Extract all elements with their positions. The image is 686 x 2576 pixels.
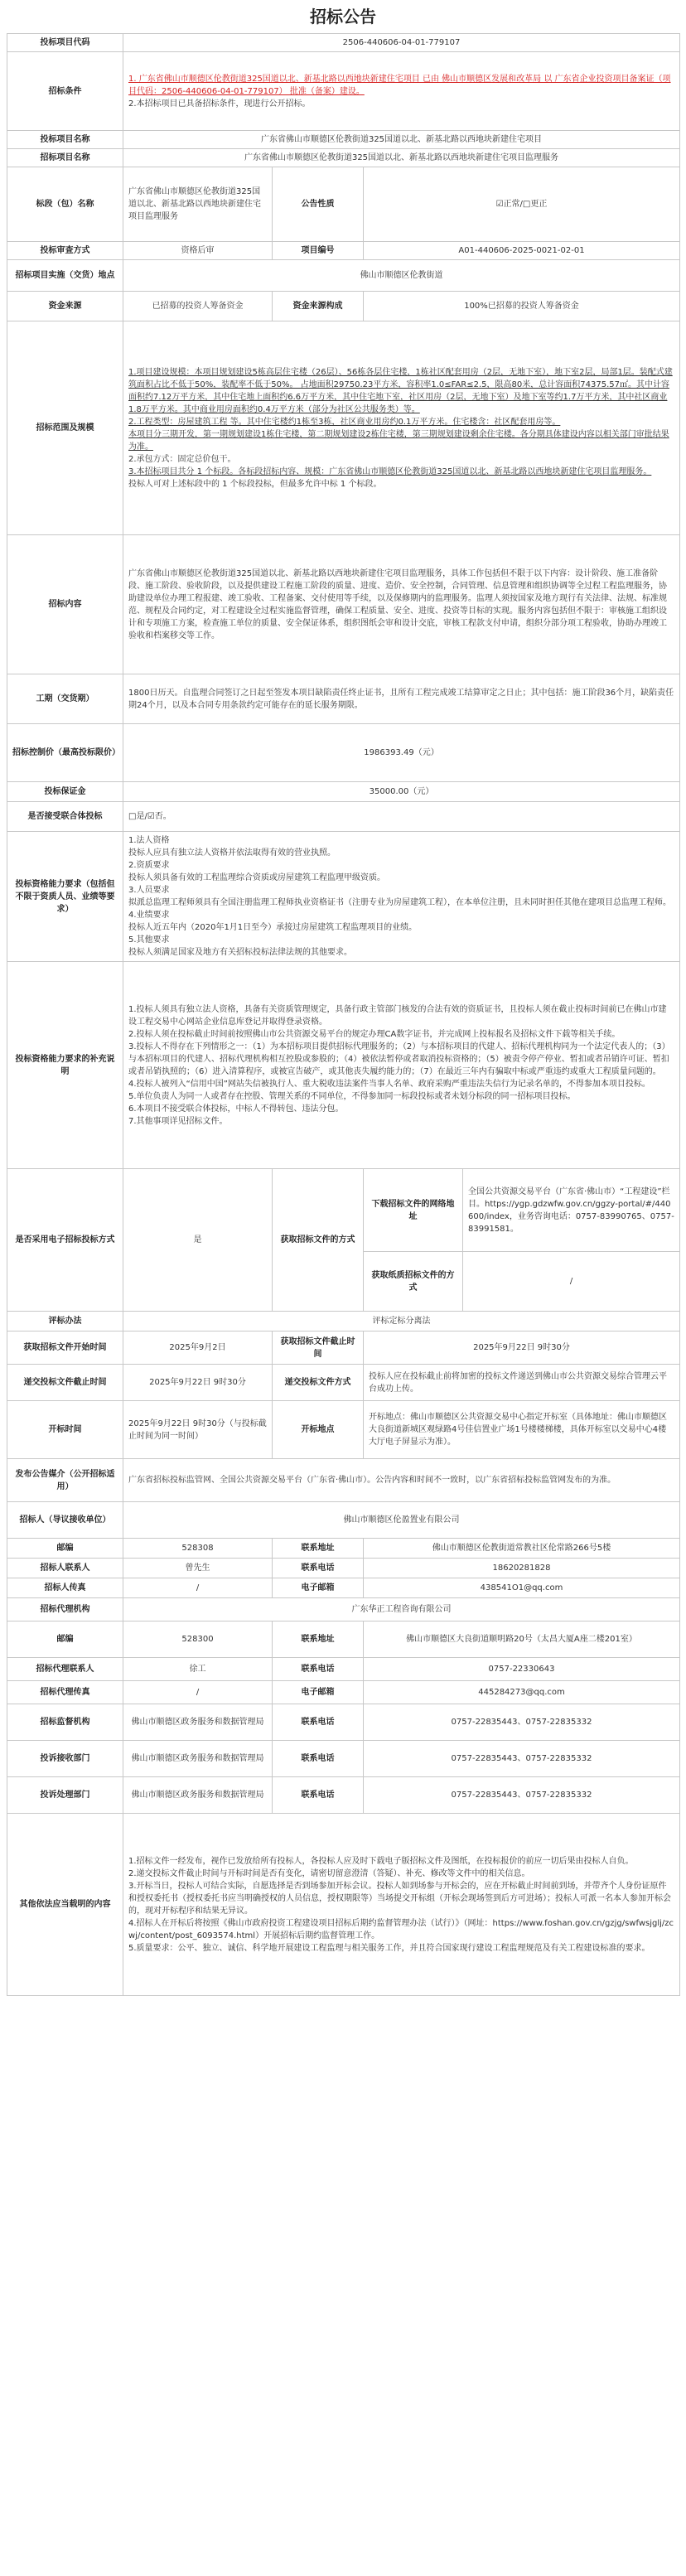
row-content (7, 535, 680, 674)
page-title: 招标公告 (310, 7, 376, 27)
paper-label: 获取纸质招标文件的方式 (364, 1252, 463, 1312)
row-bid-conditions (7, 52, 680, 131)
download-value[interactable] (463, 1169, 680, 1252)
funding-label: 资金来源 (7, 292, 123, 321)
evaluation-label: 评标办法 (7, 1312, 123, 1331)
agency-fax-label: 招标代理传真 (7, 1681, 123, 1704)
supplement-p5: 5.单位负责人为同一人或者存在控股、管理关系的不同单位，不得参加同一标段投标或者未划分标段的同一招标项目投标。 (128, 1091, 576, 1101)
supervision-phone-label: 联系电话 (273, 1704, 364, 1741)
max-price-value: 1986393.49（元） (123, 724, 680, 782)
tenderee-postcode-label: 邮编 (7, 1539, 123, 1559)
supplement-p4: 4.投标人被列入“信用中国”网站失信被执行人、重大税收违法案件当事人名单、政府采购严重违法失信行为记录名单的，不得参加本项目投标。 (128, 1079, 650, 1089)
qualification-p3: 2.资质要求 (128, 861, 170, 870)
tenderee-address-label: 联系地址 (273, 1539, 364, 1559)
agency-address-label: 联系地址 (273, 1621, 364, 1658)
tenderee-phone-value: 18620281828 (364, 1559, 680, 1578)
agency-contact-label: 招标代理联系人 (7, 1658, 123, 1681)
opening-place-value: 开标地点：佛山市顺德区公共资源交易中心指定开标室（具体地址：佛山市顺德区大良街道新城区观绿路4号佳信置业广场1号楼楼梯楼，具体开标室以交易中心4楼大厅电子屏显示为准）。 (364, 1401, 680, 1459)
opening-place-label: 开标地点 (273, 1401, 364, 1459)
supplement-p6: 6.本项目不接受联合体投标，中标人不得转包、违法分包。 (128, 1104, 344, 1114)
agency-postcode-label: 邮编 (7, 1621, 123, 1658)
row-project-code (7, 34, 680, 52)
supplement-value (123, 962, 680, 1169)
row-tenderee (7, 1502, 680, 1539)
complaint-phone-value: 0757-22835443、0757-22835332 (364, 1777, 680, 1814)
publish-value: 广东省招标投标监管网、全国公共资源交易平台（广东省·佛山市）。公告内容和时间不一致时，以广东省招标投标监管网发布的为准。 (123, 1459, 680, 1502)
scope-p2: 2.承包方式：固定总价包干。 (128, 454, 236, 464)
bid-conditions-p1: 1. 广东省佛山市顺德区伦教街道325国道以北、新基北路以西地块新建住宅项目 已由 佛山市顺德区发展和改革局 以 广东省企业投资项目备案证（项目代码：2506-440606-04-01-779107） 批准（备案）建设。 (128, 74, 671, 96)
agency-label: 招标代理机构 (7, 1598, 123, 1621)
approval-value: 资格后审 (123, 242, 273, 260)
scope-p3: 3.本招标项目共分 1 个标段。各标段招标内容、规模：广东省佛山市顺德区伦教街道325国道以北、新基北路以西地块新建住宅项目监理服务。 (128, 466, 652, 476)
tenderee-address-value: 佛山市顺德区伦教街道常教社区伦常路266号5楼 (364, 1539, 680, 1559)
objection-label: 投诉接收部门 (7, 1741, 123, 1777)
row-approval (7, 242, 680, 260)
row-complaint (7, 1777, 680, 1814)
row-doc-time (7, 1331, 680, 1365)
submit-method-value: 投标人应在投标截止前将加密的投标文件递送到佛山市公共资源交易综合管理云平台成功上传。 (364, 1365, 680, 1401)
row-agency (7, 1598, 680, 1621)
e-bid-value: 是 (123, 1169, 273, 1312)
row-joint (7, 802, 680, 832)
tender-name-label: 招标项目名称 (7, 149, 123, 167)
get-doc-label: 获取招标文件的方式 (273, 1169, 364, 1312)
tenderee-fax-label: 招标人传真 (7, 1578, 123, 1598)
supplement-p1: 1.投标人须具有独立法人资格，具备有关资质管理规定，具备行政主管部门核发的合法有效的资质证书，且投标人须在截止投标时间前已在佛山市建设工程交易中心网站企业信息库登记并取得登录资格。 (128, 1004, 667, 1027)
row-qualification (7, 832, 680, 962)
supplement-label: 投标资格能力要求的补充说明 (7, 962, 123, 1169)
funding-source: 已招募的投资人筹备资金 (123, 292, 273, 321)
project-name-value: 广东省佛山市顺德区伦教街道325国道以北、新基北路以西地块新建住宅项目 (123, 131, 680, 149)
qualification-p9: 5.其他要求 (128, 935, 170, 945)
doc-end-value: 2025年9月22日 9时30分 (364, 1331, 680, 1365)
funding-structure-label: 资金来源构成 (273, 292, 364, 321)
opening-time-label: 开标时间 (7, 1401, 123, 1459)
qualification-p7: 4.业绩要求 (128, 911, 170, 920)
row-e-bid-download (7, 1169, 680, 1252)
e-bid-label: 是否采用电子招标投标方式 (7, 1169, 123, 1312)
section-type-label: 公告性质 (273, 167, 364, 242)
complaint-phone-label: 联系电话 (273, 1777, 364, 1814)
tenderee-value: 佛山市顺德区伦盈置业有限公司 (123, 1502, 680, 1539)
tenderee-postcode-value: 528308 (123, 1539, 273, 1559)
supervision-phone-value: 0757-22835443、0757-22835332 (364, 1704, 680, 1741)
content-label: 招标内容 (7, 535, 123, 674)
duration-value: 1800日历天。自监理合同签订之日起至签发本项目缺陷责任终止证书，且所有工程完成竣工结算审定之日止；其中包括：施工阶段36个月，缺陷责任期24个月，以及本合同专用条款约定可能存在的延长服务期限。 (123, 674, 680, 724)
qualification-p10: 投标人须满足国家及地方有关招标投标法律法规的其他要求。 (128, 948, 352, 957)
scope-value (123, 321, 680, 535)
row-agency-fax (7, 1681, 680, 1704)
supervision-value: 佛山市顺德区政务服务和数据管理局 (123, 1704, 273, 1741)
duration-label: 工期（交货期） (7, 674, 123, 724)
project-code-value: 2506-440606-04-01-779107 (123, 34, 680, 52)
supplement-p2: 2.投标人须在投标截止时间前按照佛山市公共资源交易平台的规定办理CA数字证书，并完成网上投标报名及招标文件下载等相关手续。 (128, 1029, 621, 1039)
qualification-p6: 拟派总监理工程师须具有全国注册监理工程师执业资格证书（注册专业为房屋建筑工程），在本单位注册，且未同时担任其他在建项目总监理工程师。 (128, 898, 671, 907)
objection-value: 佛山市顺德区政务服务和数据管理局 (123, 1741, 273, 1777)
agency-phone-value: 0757-22330643 (364, 1658, 680, 1681)
joint-value: □是/☑否。 (123, 802, 680, 832)
scope-p1: 1.项目建设规模：本项目规划建设5栋高层住宅楼（26层）、56栋各层住宅楼，1栋社区配套用房（2层，无地下室），地下室2层，局部1层。装配式建筑面积占比不低于50%，装配率不低于50%。 占地面积29750.23平方米，容积率1.0≤FAR≤2.5，限高80米，总计容面积74375.57㎡。其中计容面积约7.12万平方米，其中住宅地上面积约6.6万平方米，其中住宅地下室，社区用房（2层，无地下室）及地下室等约1.7万平方米，其中社区商业1.8万平方米。其中商业用房面积约0.4万平方米（部分为社区公共服务类）等。 (128, 367, 673, 414)
scope-p4: 投标人可对上述标段中的 1 个标段投标，但最多允许中标 1 个标段。 (128, 479, 382, 489)
row-scope (7, 321, 680, 535)
row-supervision (7, 1704, 680, 1741)
row-other (7, 1814, 680, 1996)
tenderee-email-label: 电子邮箱 (273, 1578, 364, 1598)
row-supplement (7, 962, 680, 1169)
qualification-value (123, 832, 680, 962)
supervision-label: 招标监督机构 (7, 1704, 123, 1741)
tenderee-contact-label: 招标人联系人 (7, 1559, 123, 1578)
agency-phone-label: 联系电话 (273, 1658, 364, 1681)
row-tenderee-fax (7, 1578, 680, 1598)
project-number-label: 项目编号 (273, 242, 364, 260)
doc-end-label: 获取招标文件截止时间 (273, 1331, 364, 1365)
supplement-p7: 7.其他事项详见招标文件。 (128, 1116, 228, 1126)
deposit-value: 35000.00（元） (123, 782, 680, 802)
row-section (7, 167, 680, 242)
objection-phone-label: 联系电话 (273, 1741, 364, 1777)
tender-name-value: 广东省佛山市顺德区伦教街道325国道以北、新基北路以西地块新建住宅项目监理服务 (123, 149, 680, 167)
section-name: 广东省佛山市顺德区伦教街道325国道以北、新基北路以西地块新建住宅项目监理服务 (123, 167, 273, 242)
row-opening (7, 1401, 680, 1459)
section-label: 标段（包）名称 (7, 167, 123, 242)
complaint-value: 佛山市顺德区政务服务和数据管理局 (123, 1777, 273, 1814)
agency-postcode-value: 528300 (123, 1621, 273, 1658)
agency-fax-value: / (123, 1681, 273, 1704)
max-price-label: 招标控制价（最高投标限价） (7, 724, 123, 782)
qualification-label: 投标资格能力要求（包括但不限于资质人员、业绩等要求） (7, 832, 123, 962)
qualification-p4: 投标人须具备有效的工程监理综合资质或房屋建筑工程监理甲级资质。 (128, 873, 385, 882)
funding-structure-value: 100%已招募的投资人筹备资金 (364, 292, 680, 321)
tenderee-label: 招标人（导议接收单位） (7, 1502, 123, 1539)
qualification-p8: 投标人近五年内（2020年1月1日至今）承接过房屋建筑工程监理项目的业绩。 (128, 923, 418, 932)
location-value: 佛山市顺德区伦教街道 (123, 260, 680, 292)
joint-label: 是否接受联合体投标 (7, 802, 123, 832)
deposit-label: 投标保证金 (7, 782, 123, 802)
agency-email-value: 445284273@qq.com (364, 1681, 680, 1704)
row-tenderee-contact (7, 1559, 680, 1578)
notice-table (7, 33, 680, 1996)
evaluation-value: 评标定标分离法 (123, 1312, 680, 1331)
tenderee-contact-value: 曾先生 (123, 1559, 273, 1578)
location-label: 招标项目实施（交货）地点 (7, 260, 123, 292)
approval-label: 投标审查方式 (7, 242, 123, 260)
row-objection (7, 1741, 680, 1777)
complaint-label: 投诉处理部门 (7, 1777, 123, 1814)
tenderee-fax-value: / (123, 1578, 273, 1598)
row-funding (7, 292, 680, 321)
row-evaluation (7, 1312, 680, 1331)
agency-email-label: 电子邮箱 (273, 1681, 364, 1704)
doc-start-label: 获取招标文件开始时间 (7, 1331, 123, 1365)
scope-label: 招标范围及规模 (7, 321, 123, 535)
agency-value: 广东华正工程咨询有限公司 (123, 1598, 680, 1621)
publish-label: 发布公告媒介（公开招标适用） (7, 1459, 123, 1502)
supplement-p3: 3.投标人不得存在下列情形之一：（1）为本招标项目提供招标代理服务的；（2）与本招标项目的代建人、招标代理机构同为一个法定代表人的；（3）与本招标项目的代建人、招标代理机构相互控股或参股的；（4）被依法暂停或者取消投标资格的；（5）被责令停产停业、暂扣或者吊销许可证、暂扣或者吊销执照的；（6）进入清算程序，或被宣告破产，或其他丧失履约能力的；（7）在最近三年内有骗取中标或严重违约或重大工程质量问题的。 (128, 1042, 670, 1076)
row-project-name (7, 131, 680, 149)
row-agency-contact (7, 1658, 680, 1681)
submit-method-label: 递交投标文件方式 (273, 1365, 364, 1401)
row-submit (7, 1365, 680, 1401)
row-agency-postcode (7, 1621, 680, 1658)
scope-p1c: 本项目分三期开发，第一期规划建设1栋住宅楼，第二期规划建设2栋住宅楼，第三期规划建设剩余住宅楼。各分期具体建设内容以相关部门审批结果为准。 (128, 429, 669, 452)
qualification-p1: 1.法人资格 (128, 836, 170, 845)
row-location (7, 260, 680, 292)
other-value: 1.招标文件一经发布，视作已发放给所有投标人，各投标人应及时下载电子版招标文件及图纸，在投标报价的前应一切后果由投标人自负。 2.递交投标文件截止时间与开标时间是否有变化，请密切留意澄清（答疑）、补充、修改等文件中的相关信息。 3.开标当日，投标人可结合实际，自愿选择是否到场参加开标会议。投标人如到场参与开标会的，应在开标截止时间前到场，并带齐个人身份证原件和授权委托书（授权委托书应当明确授权的人员信息，授权期限等）当场提交开标组（开标会现场签到后方可进场）；投标人可派一名本人参加开标会的，现对开标程序和结果无异议。 4.招标人在开标后将按照《佛山市政府投资工程建设项目招标后期约监督管理办法（试行）》（网址：https://www.foshan.gov.cn/gzjg/swfwsjglj/zcwj/content/post_6093574.html）开展招标后期约监督管理工作。 5.质量要求：公平、独立、诚信、科学地开展建设工程监理与相关服务工作，并且符合国家现行建设工程监理规范及有关工程建设标准的要求。 (123, 1814, 680, 1996)
scope-p1b: 2.工程类型：房屋建筑工程 等。其中住宅楼约1栋至3栋，社区商业用房约0.1万平方米。住宅楼含：社区配套用房等。 (128, 417, 561, 427)
qualification-p5: 3.人员要求 (128, 886, 170, 895)
qualification-p2: 投标人应具有独立法人资格并依法取得有效的营业执照。 (128, 848, 336, 858)
download-link[interactable]: 全国公共资源交易平台（广东省·佛山市）“工程建设”栏目。https://ygp.gdzwfw.gov.cn/ggzy-portal/#/440600/index，业务咨询电话：0757-83990765、0757-83991581。 (468, 1187, 674, 1234)
content-value: 广东省佛山市顺德区伦教街道325国道以北、新基北路以西地块新建住宅项目监理服务，具体工作包括但不限于以下内容：设计阶段、施工准备阶段、施工阶段、验收阶段，以及提供建设工程施工阶段的质量、进度、造价、安全控制，合同管理、信息管理和组织协调等全过程工程监理服务，协助建设单位办理工程报建、竣工验收、工程备案、交付使用等手续，以及保修期内的监理服务。监理人须按国家及地方现行有关法律、法规、标准规范、规程及合同约定，对工程建设全过程实施监督管理，确保工程质量、安全、进度、投资等目标的实现。服务内容包括但不限于：审核施工组织设计和专项施工方案，检查施工单位的质量、安全保证体系，组织图纸会审和设计交底，审核工程款支付申请，组织分部分项工程验收，协助办理竣工验收和档案移交等工作。 (123, 535, 680, 674)
project-name-label: 投标项目名称 (7, 131, 123, 149)
bid-conditions-label: 招标条件 (7, 52, 123, 131)
section-type-value: ☑正常/□更正 (364, 167, 680, 242)
row-tender-name (7, 149, 680, 167)
row-duration (7, 674, 680, 724)
submit-deadline-value: 2025年9月22日 9时30分 (123, 1365, 273, 1401)
row-tenderee-postcode (7, 1539, 680, 1559)
row-deposit (7, 782, 680, 802)
project-code-label: 投标项目代码 (7, 34, 123, 52)
other-label: 其他依法应当载明的内容 (7, 1814, 123, 1996)
opening-time-value: 2025年9月22日 9时30分（与投标截止时间为同一时间） (123, 1401, 273, 1459)
tenderee-phone-label: 联系电话 (273, 1559, 364, 1578)
submit-deadline-label: 递交投标文件截止时间 (7, 1365, 123, 1401)
doc-start-value: 2025年9月2日 (123, 1331, 273, 1365)
bid-conditions-p2: 2.本招标项目已具备招标条件，现进行公开招标。 (128, 99, 311, 109)
agency-address-value: 佛山市顺德区大良街道顺明路20号（太昌大厦A座二楼201室） (364, 1621, 680, 1658)
agency-contact-value: 徐工 (123, 1658, 273, 1681)
row-max-price (7, 724, 680, 782)
bid-conditions-value (123, 52, 680, 131)
paper-value: / (463, 1252, 680, 1312)
tenderee-email-value: 438541O1@qq.com (364, 1578, 680, 1598)
download-label: 下载招标文件的网络地址 (364, 1169, 463, 1252)
project-number-value: A01-440606-2025-0021-02-01 (364, 242, 680, 260)
row-publish (7, 1459, 680, 1502)
objection-phone-value: 0757-22835443、0757-22835332 (364, 1741, 680, 1777)
